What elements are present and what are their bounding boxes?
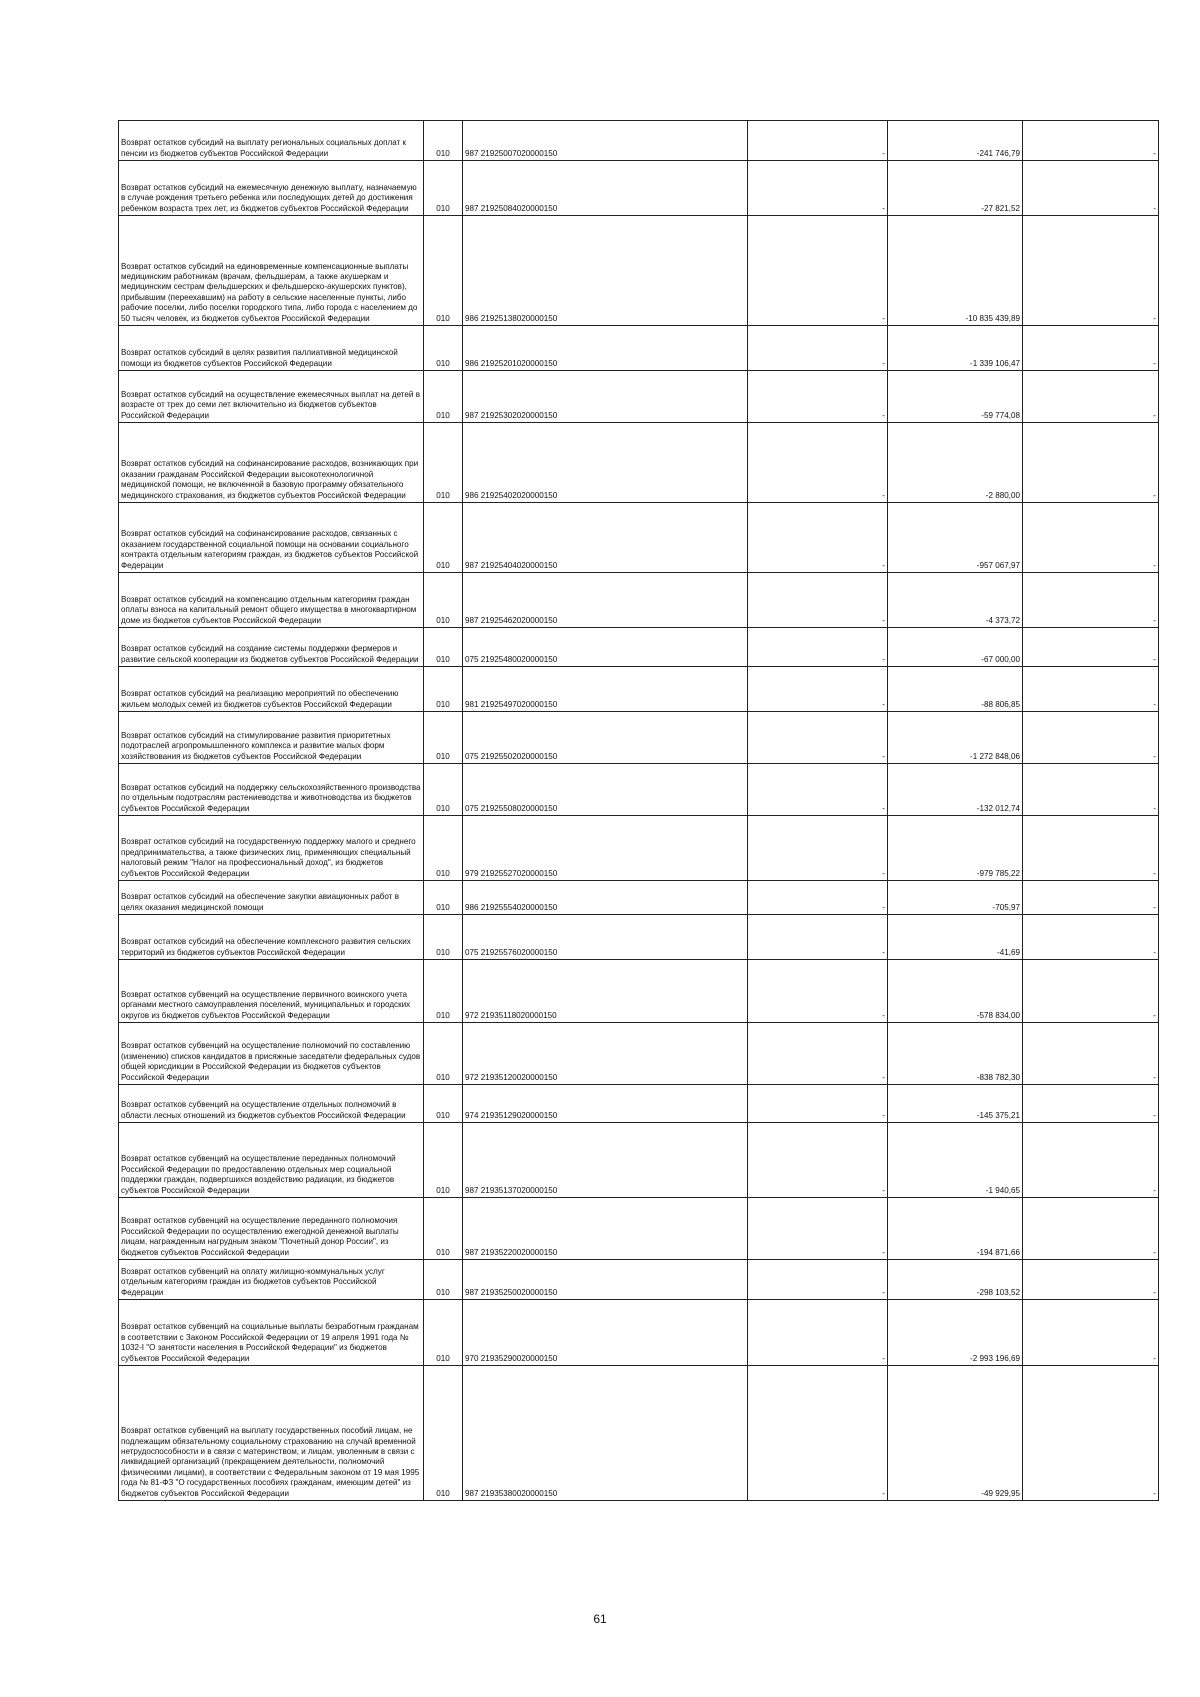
item-name: Возврат остатков субсидий на выплату региональных социальных доплат к пенсии из бюджетов субъектов Российской Федерации: [119, 121, 424, 161]
approved-amount: -: [748, 960, 888, 1023]
remaining-amount: -: [1023, 216, 1159, 326]
line-code: 010: [424, 423, 463, 503]
line-code: 010: [424, 1085, 463, 1123]
approved-amount: -: [748, 915, 888, 960]
item-name: Возврат остатков субсидий на осуществление ежемесячных выплат на детей в возрасте от трех до семи лет включительно из бюджетов субъектов Российской Федерации: [119, 371, 424, 423]
executed-amount: -41,69: [888, 915, 1023, 960]
budget-classification-code: 987 21925084020000150: [463, 161, 748, 216]
budget-classification-code: 987 21925462020000150: [463, 573, 748, 628]
item-name: Возврат остатков субвенций на осуществление отдельных полномочий в области лесных отношений из бюджетов субъектов Российской Федерации: [119, 1085, 424, 1123]
line-code: 010: [424, 1300, 463, 1366]
remaining-amount: -: [1023, 161, 1159, 216]
budget-classification-code: 075 21925508020000150: [463, 764, 748, 816]
executed-amount: -27 821,52: [888, 161, 1023, 216]
executed-amount: -88 806,85: [888, 667, 1023, 712]
remaining-amount: -: [1023, 1123, 1159, 1198]
line-code: 010: [424, 326, 463, 371]
remaining-amount: -: [1023, 1366, 1159, 1501]
line-code: 010: [424, 503, 463, 573]
executed-amount: -705,97: [888, 881, 1023, 915]
table-row: [119, 1123, 1159, 1198]
table-row: [119, 1260, 1159, 1300]
line-code: 010: [424, 1198, 463, 1260]
table-row: [119, 764, 1159, 816]
remaining-amount: -: [1023, 1085, 1159, 1123]
remaining-amount: -: [1023, 1023, 1159, 1085]
remaining-amount: -: [1023, 1300, 1159, 1366]
executed-amount: -4 373,72: [888, 573, 1023, 628]
approved-amount: -: [748, 121, 888, 161]
executed-amount: -49 929,95: [888, 1366, 1023, 1501]
item-name: Возврат остатков субвенций на осуществление первичного воинского учета органами местного самоуправления поселений, муниципальных и городских округов из бюджетов субъектов Российской Федерации: [119, 960, 424, 1023]
line-code: 010: [424, 1123, 463, 1198]
remaining-amount: -: [1023, 764, 1159, 816]
item-name: Возврат остатков субсидий на софинансирование расходов, возникающих при оказании гражданам Российской Федерации высокотехнологичной медицинской помощи, не включенной в базовую программу обязательного медицинского страхования, из бюджетов субъектов Российской Федерации: [119, 423, 424, 503]
item-name: Возврат остатков субсидий на обеспечение закупки авиационных работ в целях оказания медицинской помощи: [119, 881, 424, 915]
remaining-amount: -: [1023, 326, 1159, 371]
table-body: [119, 121, 1159, 1501]
item-name: Возврат остатков субсидий на единовременные компенсационные выплаты медицинским работникам (врачам, фельдшерам, а также акушеркам и медицинским сестрам фельдшерских и фельдшерско-акушерских пунктов), прибывшим (переехавшим) на работу в сельские населенные пункты, либо рабочие поселки, либо поселки городского типа, либо города с населением до 50 тысяч человек, из бюджетов субъектов Российской Федерации: [119, 216, 424, 326]
line-code: 010: [424, 881, 463, 915]
budget-classification-code: 986 21925201020000150: [463, 326, 748, 371]
approved-amount: -: [748, 1260, 888, 1300]
budget-classification-code: 987 21925302020000150: [463, 371, 748, 423]
remaining-amount: -: [1023, 667, 1159, 712]
line-code: 010: [424, 628, 463, 667]
line-code: 010: [424, 161, 463, 216]
table-row: [119, 216, 1159, 326]
remaining-amount: -: [1023, 915, 1159, 960]
executed-amount: -10 835 439,89: [888, 216, 1023, 326]
approved-amount: -: [748, 816, 888, 881]
remaining-amount: -: [1023, 1260, 1159, 1300]
item-name: Возврат остатков субвенций на осуществление полномочий по составлению (изменению) списков кандидатов в присяжные заседатели федеральных судов общей юрисдикции в Российской Федерации из бюджетов субъектов Российской Федерации: [119, 1023, 424, 1085]
table-row: [119, 121, 1159, 161]
item-name: Возврат остатков субсидий в целях развития паллиативной медицинской помощи из бюджетов субъектов Российской Федерации: [119, 326, 424, 371]
table-row: [119, 423, 1159, 503]
approved-amount: -: [748, 1123, 888, 1198]
approved-amount: -: [748, 326, 888, 371]
item-name: Возврат остатков субвенций на оплату жилищно-коммунальных услуг отдельным категориям граждан из бюджетов субъектов Российской Федерации: [119, 1260, 424, 1300]
executed-amount: -578 834,00: [888, 960, 1023, 1023]
budget-classification-code: 987 21935220020000150: [463, 1198, 748, 1260]
item-name: Возврат остатков субвенций на осуществление переданных полномочий Российской Федерации по предоставлению отдельных мер социальной поддержки граждан, подвергшихся воздействию радиации, из бюджетов субъектов Российской Федерации: [119, 1123, 424, 1198]
approved-amount: -: [748, 1366, 888, 1501]
budget-classification-code: 987 21935250020000150: [463, 1260, 748, 1300]
budget-classification-code: 970 21935290020000150: [463, 1300, 748, 1366]
executed-amount: -979 785,22: [888, 816, 1023, 881]
executed-amount: -1 940,65: [888, 1123, 1023, 1198]
item-name: Возврат остатков субсидий на государственную поддержку малого и среднего предпринимательства, а также физических лиц, применяющих специальный налоговый режим "Налог на профессиональный доход", из бюджетов субъектов Российской Федерации: [119, 816, 424, 881]
report-sheet: [118, 120, 1159, 1501]
table-row: [119, 628, 1159, 667]
table-row: [119, 712, 1159, 764]
approved-amount: -: [748, 764, 888, 816]
approved-amount: -: [748, 371, 888, 423]
line-code: 010: [424, 573, 463, 628]
approved-amount: -: [748, 503, 888, 573]
remaining-amount: -: [1023, 423, 1159, 503]
budget-classification-code: 075 21925480020000150: [463, 628, 748, 667]
item-name: Возврат остатков субсидий на ежемесячную денежную выплату, назначаемую в случае рождения третьего ребенка или последующих детей до достижения ребенком возраста трех лет, из бюджетов субъектов Российской Федерации: [119, 161, 424, 216]
table-row: [119, 1023, 1159, 1085]
table-row: [119, 161, 1159, 216]
budget-classification-code: 972 21935120020000150: [463, 1023, 748, 1085]
table-row: [119, 881, 1159, 915]
remaining-amount: -: [1023, 881, 1159, 915]
line-code: 010: [424, 915, 463, 960]
item-name: Возврат остатков субсидий на софинансирование расходов, связанных с оказанием государственной социальной помощи на основании социального контракта отдельным категориям граждан, из бюджетов субъектов Российской Федерации: [119, 503, 424, 573]
item-name: Возврат остатков субвенций на осуществление переданного полномочия Российской Федерации по осуществлению ежегодной денежной выплаты лицам, награжденным нагрудным знаком "Почетный донор России", из бюджетов субъектов Российской Федерации: [119, 1198, 424, 1260]
table-row: [119, 667, 1159, 712]
remaining-amount: -: [1023, 121, 1159, 161]
table-row: [119, 816, 1159, 881]
line-code: 010: [424, 712, 463, 764]
approved-amount: -: [748, 667, 888, 712]
approved-amount: -: [748, 1023, 888, 1085]
budget-classification-code: 987 21935137020000150: [463, 1123, 748, 1198]
executed-amount: -67 000,00: [888, 628, 1023, 667]
item-name: Возврат остатков субсидий на создание системы поддержки фермеров и развитие сельской кооперации из бюджетов субъектов Российской Федерации: [119, 628, 424, 667]
budget-returns-table: [118, 120, 1159, 1501]
table-row: [119, 326, 1159, 371]
remaining-amount: -: [1023, 816, 1159, 881]
item-name: Возврат остатков субсидий на обеспечение комплексного развития сельских территорий из бюджетов субъектов Российской Федерации: [119, 915, 424, 960]
table-row: [119, 1366, 1159, 1501]
budget-classification-code: 981 21925497020000150: [463, 667, 748, 712]
line-code: 010: [424, 1366, 463, 1501]
executed-amount: -59 774,08: [888, 371, 1023, 423]
executed-amount: -194 871,66: [888, 1198, 1023, 1260]
approved-amount: -: [748, 423, 888, 503]
item-name: Возврат остатков субвенций на выплату государственных пособий лицам, не подлежащим обязательному социальному страхованию на случай временной нетрудоспособности и в связи с материнством, и лицам, уволенным в связи с ликвидацией организаций (прекращением деятельности, полномочий физическими лицами), в соответствии с Федеральным законом от 19 мая 1995 года № 81-ФЗ "О государственных пособиях гражданам, имеющим детей" из бюджетов субъектов Российской Федерации: [119, 1366, 424, 1501]
approved-amount: -: [748, 1300, 888, 1366]
executed-amount: -1 272 848,06: [888, 712, 1023, 764]
item-name: Возврат остатков субсидий на поддержку сельскохозяйственного производства по отдельным подотраслям растениеводства и животноводства из бюджетов субъектов Российской Федерации: [119, 764, 424, 816]
budget-classification-code: 974 21935129020000150: [463, 1085, 748, 1123]
budget-classification-code: 972 21935118020000150: [463, 960, 748, 1023]
executed-amount: -957 067,97: [888, 503, 1023, 573]
budget-classification-code: 986 21925138020000150: [463, 216, 748, 326]
line-code: 010: [424, 1260, 463, 1300]
remaining-amount: -: [1023, 712, 1159, 764]
table-row: [119, 573, 1159, 628]
executed-amount: -2 993 196,69: [888, 1300, 1023, 1366]
table-row: [119, 503, 1159, 573]
table-row: [119, 371, 1159, 423]
executed-amount: -241 746,79: [888, 121, 1023, 161]
executed-amount: -838 782,30: [888, 1023, 1023, 1085]
remaining-amount: -: [1023, 371, 1159, 423]
budget-classification-code: 986 21925554020000150: [463, 881, 748, 915]
approved-amount: -: [748, 1085, 888, 1123]
remaining-amount: -: [1023, 960, 1159, 1023]
line-code: 010: [424, 216, 463, 326]
table-row: [119, 1300, 1159, 1366]
table-row: [119, 1085, 1159, 1123]
approved-amount: -: [748, 881, 888, 915]
approved-amount: -: [748, 161, 888, 216]
line-code: 010: [424, 764, 463, 816]
remaining-amount: -: [1023, 503, 1159, 573]
approved-amount: -: [748, 712, 888, 764]
executed-amount: -145 375,21: [888, 1085, 1023, 1123]
budget-classification-code: 979 21925527020000150: [463, 816, 748, 881]
approved-amount: -: [748, 1198, 888, 1260]
line-code: 010: [424, 371, 463, 423]
approved-amount: -: [748, 216, 888, 326]
executed-amount: -132 012,74: [888, 764, 1023, 816]
line-code: 010: [424, 816, 463, 881]
remaining-amount: -: [1023, 628, 1159, 667]
table-row: [119, 960, 1159, 1023]
budget-classification-code: 075 21925576020000150: [463, 915, 748, 960]
item-name: Возврат остатков субсидий на компенсацию отдельным категориям граждан оплаты взноса на капитальный ремонт общего имущества в многоквартирном доме из бюджетов субъектов Российской Федерации: [119, 573, 424, 628]
item-name: Возврат остатков субвенций на социальные выплаты безработным гражданам в соответствии с Законом Российской Федерации от 19 апреля 1991 года № 1032-I "О занятости населения в Российской Федерации" из бюджетов субъектов Российской Федерации: [119, 1300, 424, 1366]
page-number: 61: [593, 1612, 607, 1626]
item-name: Возврат остатков субсидий на реализацию мероприятий по обеспечению жильем молодых семей из бюджетов субъектов Российской Федерации: [119, 667, 424, 712]
executed-amount: -298 103,52: [888, 1260, 1023, 1300]
budget-classification-code: 075 21925502020000150: [463, 712, 748, 764]
budget-classification-code: 986 21925402020000150: [463, 423, 748, 503]
line-code: 010: [424, 960, 463, 1023]
table-row: [119, 915, 1159, 960]
line-code: 010: [424, 121, 463, 161]
line-code: 010: [424, 1023, 463, 1085]
remaining-amount: -: [1023, 573, 1159, 628]
executed-amount: -1 339 106,47: [888, 326, 1023, 371]
approved-amount: -: [748, 628, 888, 667]
approved-amount: -: [748, 573, 888, 628]
line-code: 010: [424, 667, 463, 712]
item-name: Возврат остатков субсидий на стимулирование развития приоритетных подотраслей агропромышленного комплекса и развитие малых форм хозяйствования из бюджетов субъектов Российской Федерации: [119, 712, 424, 764]
executed-amount: -2 880,00: [888, 423, 1023, 503]
budget-classification-code: 987 21925007020000150: [463, 121, 748, 161]
remaining-amount: -: [1023, 1198, 1159, 1260]
table-row: [119, 1198, 1159, 1260]
budget-classification-code: 987 21925404020000150: [463, 503, 748, 573]
budget-classification-code: 987 21935380020000150: [463, 1366, 748, 1501]
